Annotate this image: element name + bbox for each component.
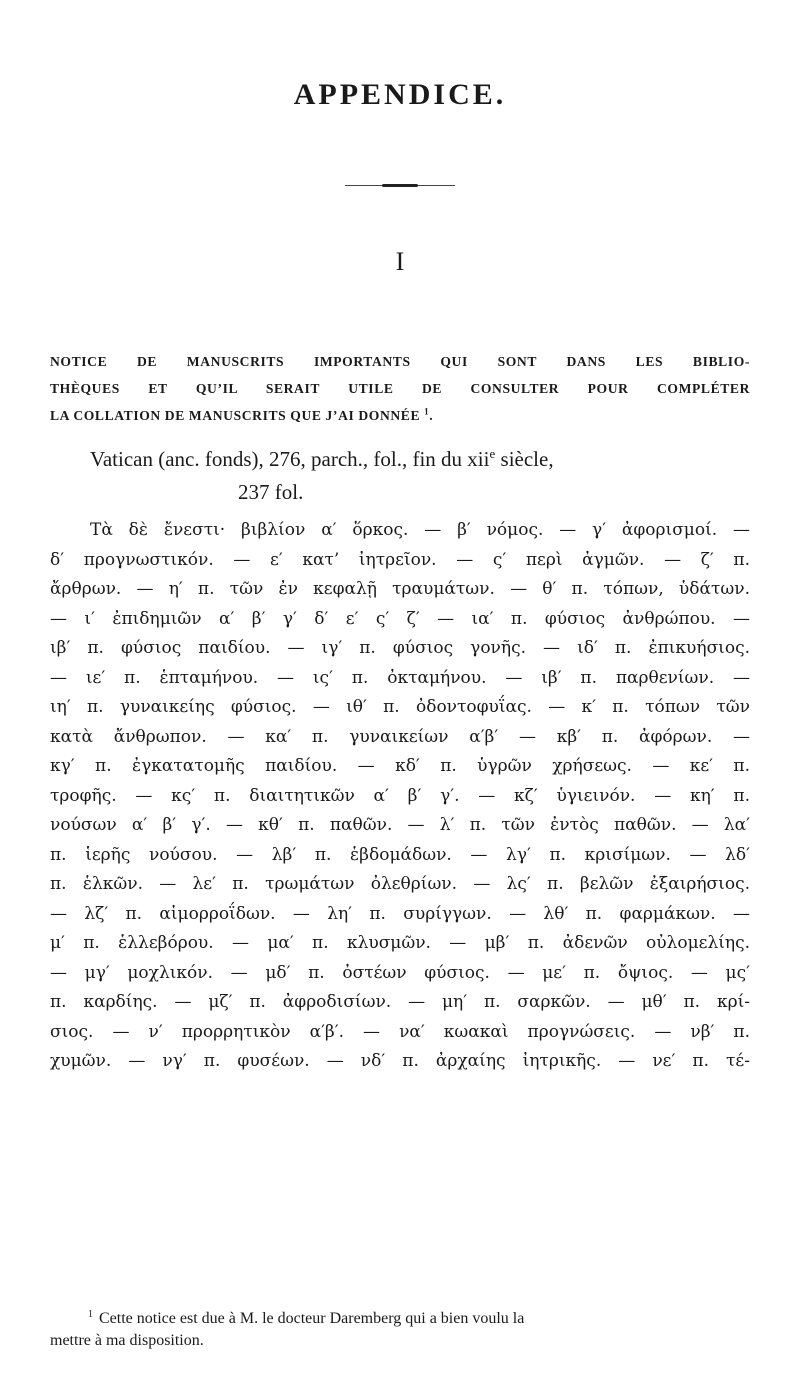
- greek-line: — ι′ ἐπιδημιῶν α′ β′ γ′ δ′ ε′ ς′ ζ′ — ια′ π. φύσιος ἀνθρώπου. —: [50, 608, 750, 629]
- greek-line: — λζ′ π. αἱμορροΐδων. — λη′ π. συρίγγων. — λθ′ π. φαρμάκων. —: [50, 903, 750, 924]
- notice-line-3-text: LA COLLATION DE MANUSCRITS QUE J’AI DONNÉE: [50, 408, 421, 423]
- page-header: APPENDICE.: [293, 78, 507, 111]
- manuscript-folio-count: 237 fol.: [238, 480, 304, 504]
- footnote: [50, 1308, 750, 1352]
- greek-line: ιβ′ π. φύσιος παιδίου. — ιγ′ π. φύσιος γονῆς. — ιδ′ π. ἐπικυήσιος.: [50, 638, 750, 658]
- notice-line-2: THÈQUES ET QU’IL SERAIT UTILE DE CONSULTER POUR COMPLÉTER: [50, 381, 750, 396]
- greek-line: π. καρδίης. — μζ′ π. ἀφροδισίων. — μη′ π. σαρκῶν. — μθ′ π. κρί-: [50, 992, 750, 1012]
- greek-line: δ′ προγνωστικόν. — ε′ κατ’ ἰητρεῖον. — ς′ περὶ ἀγμῶν. — ζ′ π.: [50, 549, 750, 570]
- notice-end: .: [429, 408, 434, 423]
- notice-heading: [50, 348, 750, 429]
- manuscript-description: Vatican (anc. fonds), 276, parch., fol., fin du xii: [90, 447, 490, 471]
- greek-line: Τὰ δὲ ἔνεστι· βιβλίον α′ ὅρκος. — β′ νόμος. — γ′ ἀφορισμοί. —: [90, 520, 750, 540]
- footnote-line-1: [50, 1308, 750, 1330]
- manuscript-entry: [90, 443, 750, 509]
- greek-line: — μγ′ μοχλικόν. — μδ′ π. ὀστέων φύσιος. — με′ π. ὄψιος. — μς′: [50, 962, 750, 983]
- greek-line: — ιε′ π. ἑπταμήνου. — ις′ π. ὀκταμήνου. — ιβ′ π. παρθενίων. —: [50, 667, 750, 688]
- greek-line: μ′ π. ἑλλεβόρου. — μα′ π. κλυσμῶν. — μβ′ π. ἀδενῶν οὐλομελίης.: [50, 933, 750, 953]
- greek-line: κατὰ ἄνθρωπον. — κα′ π. γυναικείων α′β′ — κβ′ π. ἀφόρων. —: [50, 726, 750, 747]
- notice-line-1: NOTICE DE MANUSCRITS IMPORTANTS QUI SONT DANS LES BIBLIO-: [50, 354, 750, 369]
- greek-line: νούσων α′ β′ γ′. — κθ′ π. παθῶν. — λ′ π. τῶν ἐντὸς παθῶν. — λα′: [50, 815, 750, 835]
- greek-line: ιη′ π. γυναικείης φύσιος. — ιθ′ π. ὀδοντοφυΐας. — κ′ π. τόπων τῶν: [50, 697, 750, 717]
- footnote-rule: [50, 1302, 750, 1303]
- footnote-mark: 1: [88, 1308, 93, 1320]
- greek-line: σιος. — ν′ προρρητικὸν α′β′. — να′ κωακαὶ προγνώσεις. — νβ′ π.: [50, 1021, 750, 1042]
- notice-line-3: [50, 402, 750, 429]
- greek-line: π. ἑλκῶν. — λε′ π. τρωμάτων ὀλεθρίων. — λς′ π. βελῶν ἐξαιρήσιος.: [50, 874, 750, 894]
- ornament-rule: [345, 184, 455, 188]
- footnote-text-1: Cette notice est due à M. le docteur Daremberg qui a bien voulu la: [99, 1310, 525, 1327]
- manuscript-line-1-end: siècle,: [495, 447, 554, 471]
- notice-footnote-mark: 1: [424, 406, 430, 417]
- greek-line: π. ἱερῆς νούσου. — λβ′ π. ἑβδομάδων. — λγ′ π. κρισίμων. — λδ′: [50, 844, 750, 865]
- greek-line: κγ′ π. ἐγκατατομῆς παιδίου. — κδ′ π. ὑγρῶν χρήσεως. — κε′ π.: [50, 756, 750, 776]
- century-superscript: e: [489, 446, 496, 461]
- greek-line: χυμῶν. — νγ′ π. φυσέων. — νδ′ π. ἀρχαίης ἰητρικῆς. — νε′ π. τέ-: [50, 1051, 750, 1071]
- footnote-line-2: mettre à ma disposition.: [50, 1332, 204, 1349]
- ornament-center: [382, 184, 418, 187]
- section-number: I: [395, 247, 405, 276]
- greek-contents: [50, 516, 750, 1077]
- greek-line: τροφῆς. — κς′ π. διαιτητικῶν α′ β′ γ′. — κζ′ ὑγιεινόν. — κη′ π.: [50, 785, 750, 806]
- manuscript-line-1: [90, 447, 554, 471]
- greek-line: ἄρθρων. — η′ π. τῶν ἐν κεφαλῇ τραυμάτων. — θ′ π. τόπων, ὑδάτων.: [50, 579, 750, 599]
